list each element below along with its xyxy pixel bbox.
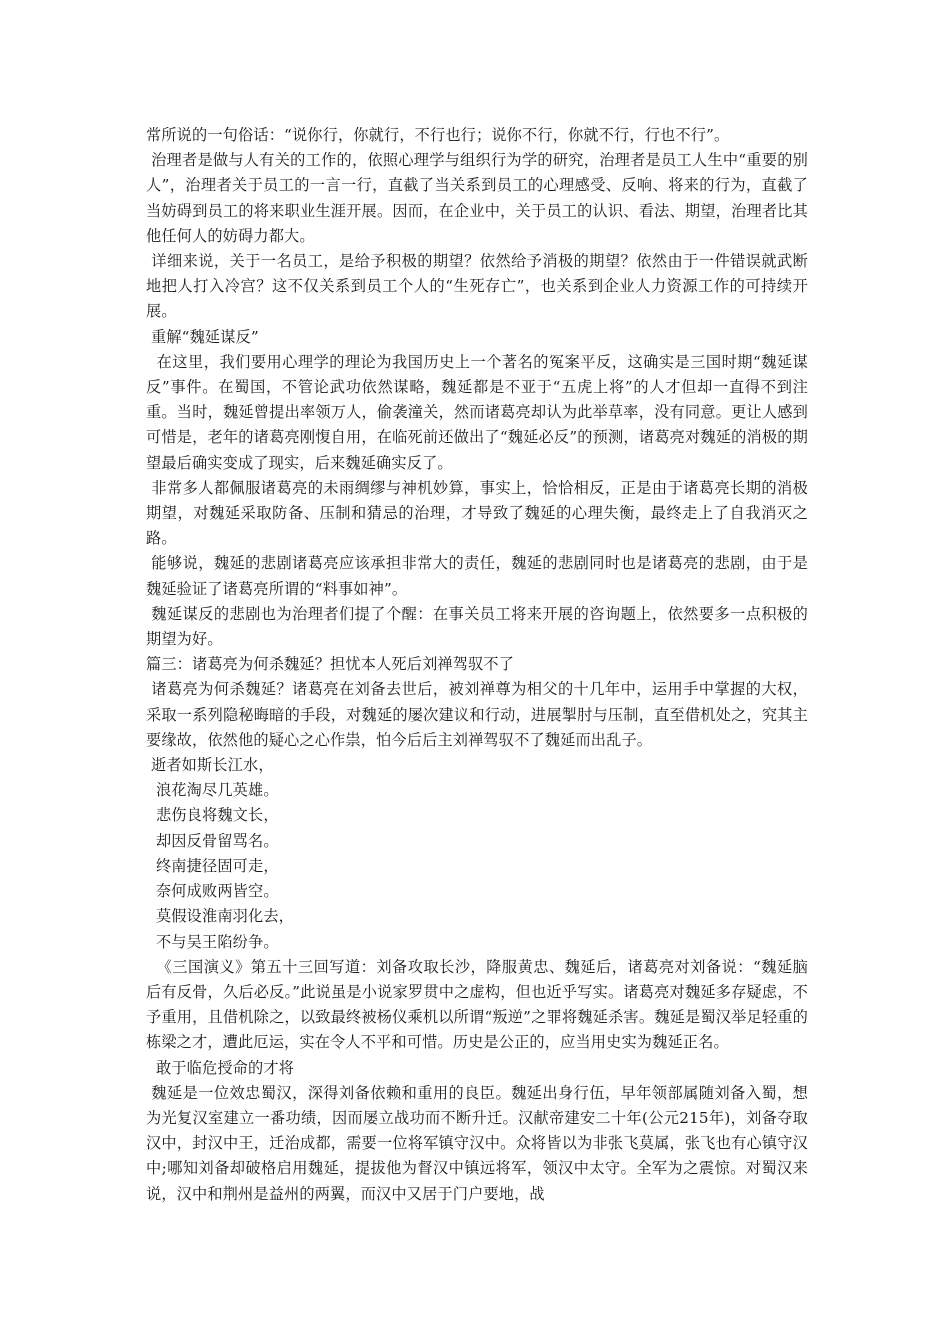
poem-line-6: 奈何成败两皆空。 [146,882,279,901]
poem-line-1: 逝者如斯长江水， [146,756,274,775]
poem-line-5: 终南捷径固可走， [146,856,279,875]
poem-line-7: 莫假设淮南羽化去， [146,907,295,926]
paragraph-romance-quote: 《三国演义》第五十三回写道：刘备攻取长沙，降服黄忠、魏延后，诸葛亮对刘备说：“魏延脑后有反骨，久后必反。”此说虽是小说家罗贯中之虚构，但也近乎写实。诸葛亮对魏延多存疑虑，不予重用，且借机除之，以致最终被杨仪乘机以所谓“叛逆”之罪将魏延杀害。魏延是蜀汉举足轻重的栋梁之才，遭此厄运，实在令人不平和可惜。历史是公正的，应当用史实为魏延正名。 [146,957,808,1052]
document-body [146,123,808,1207]
poem-line-3: 悲伤良将魏文长， [146,806,279,825]
paragraph-loyal-minister: 魏延是一位效忠蜀汉，深得刘备依赖和重用的良臣。魏延出身行伍，早年领部属随刘备入蜀，想为光复汉室建立一番功绩，因而屡立战功而不断升迁。汉献帝建安二十年(公元215年)，刘备夺取汉中，封汉中王，迁治成都，需要一位将军镇守汉中。众将皆以为非张飞莫属，张飞也有心镇守汉中;哪知刘备却破格启用魏延，提拔他为督汉中镇远将军，领汉中太守。全军为之震惊。对蜀汉来说，汉中和荆州是益州的两翼，而汉中又居于门户要地，战 [146,1083,808,1203]
paragraph-expectation: 详细来说，关于一名员工，是给予积极的期望？依然给予消极的期望？依然由于一件错误就武断地把人打入冷宫？这不仅关系到员工个人的“生死存亡”，也关系到企业人力资源工作的可持续开展。 [146,252,808,321]
section-heading-general: 敢于临危授命的才将 [146,1058,295,1077]
paragraph-manager-role: 治理者是做与人有关的工作的，依照心理学与组织行为学的研究，治理者是员工人生中“重要的别人”，治理者关于员工的一言一行，直截了当关系到员工的心理感受、反响、将来的行为，直截了当妨碍到员工的将来职业生涯开展。因而，在企业中，关于员工的认识、看法、期望，治理者比其他任何人的妨碍力都大。 [146,151,808,245]
paragraph-weiyan-case: 在这里，我们要用心理学的理论为我国历史上一个著名的冤案平反，这确实是三国时期“魏延谋反”事件。在蜀国，不管论武功依然谋略，魏延都是不亚于“五虎上将”的人才但却一直得不到注重。当时，魏延曾提出率领万人，偷袭潼关，然而诸葛亮却认为此举草率，没有同意。更让人感到可惜是，老年的诸葛亮刚愎自用，在临死前还做出了“魏延必反”的预测，诸葛亮对魏延的消极的期望最后确实变成了现实，后来魏延确实反了。 [146,352,808,472]
poem-line-4: 却因反骨留骂名。 [146,831,279,850]
paragraph-admiration: 非常多人都佩服诸葛亮的未雨绸缪与神机妙算，事实上，恰恰相反，正是由于诸葛亮长期的消极期望，对魏延采取防备、压制和猜忌的治理，才导致了魏延的心理失衡，最终走上了自我消灭之路。 [146,478,808,548]
paragraph-tragedy: 能够说，魏延的悲剧诸葛亮应该承担非常大的责任，魏延的悲剧同时也是诸葛亮的悲剧，由于是魏延验证了诸葛亮所谓的“料事如神”。 [146,554,808,598]
paragraph-why-kill: 诸葛亮为何杀魏延？诸葛亮在刘备去世后，被刘禅尊为相父的十几年中，运用手中掌握的大权，采取一系列隐秘晦暗的手段，对魏延的屡次建议和行动，进展掣肘与压制，直至借机处之，究其主要缘故，依然他的疑心之心作祟，怕今后后主刘禅驾驭不了魏延而出乱子。 [146,680,808,749]
poem-line-8: 不与吴王陷纷争。 [146,932,279,951]
paragraph-reminder: 魏延谋反的悲剧也为治理者们提了个醒：在事关员工将来开展的咨询题上，依然要多一点积极的期望为好。 [146,604,808,649]
section-heading-weiyan: 重解“魏延谋反” [146,327,259,346]
paragraph-saying: 常所说的一句俗话：“说你行，你就行，不行也行；说你不行，你就不行，行也不行”。 [146,126,730,144]
article-title-part3: 篇三：诸葛亮为何杀魏延？担忧本人死后刘禅驾驭不了 [146,655,515,674]
poem-line-2: 浪花淘尽几英雄。 [146,781,279,800]
